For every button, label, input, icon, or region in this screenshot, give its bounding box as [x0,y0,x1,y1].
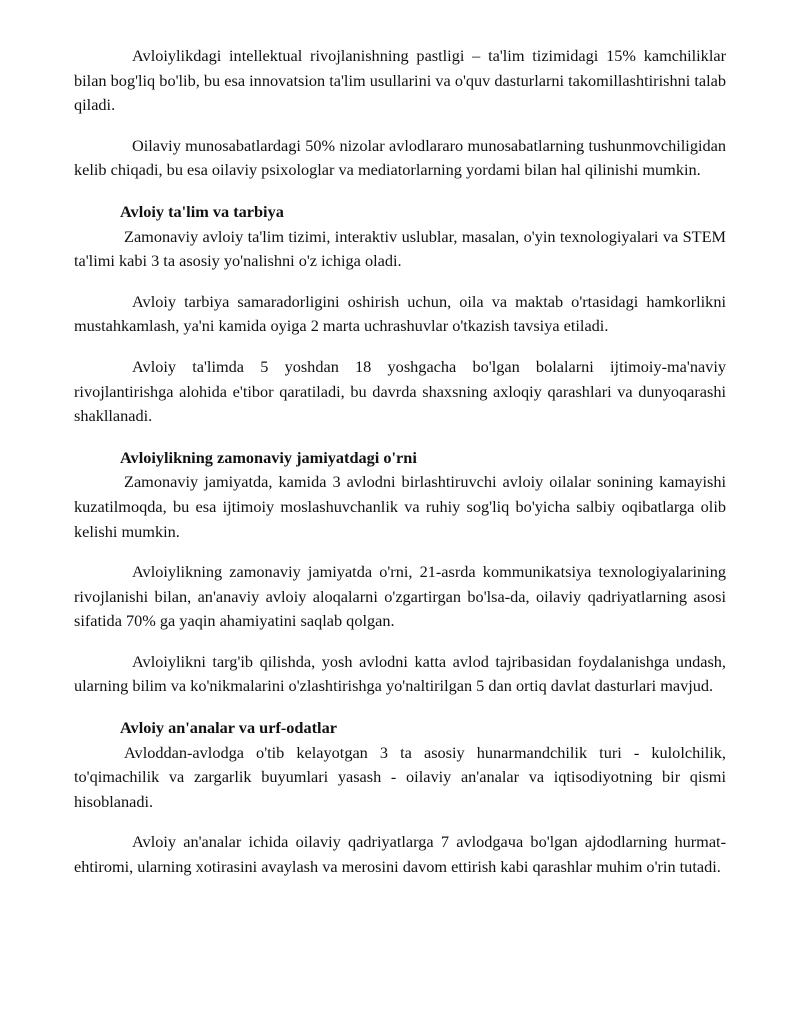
section-heading: Avloiy an'analar va urf-odatlar [120,718,337,738]
section-heading: Avloiy ta'lim va tarbiya [120,201,284,221]
paragraph: Avloiylikning zamonaviy jamiyatda o'rni, 21-asrda kommunikatsiya texnologiyalarining rivojlanishi bilan, an'anaviy avloiy aloqalarni o'zgartirgan bo'lsa-da, oilaviy qadriyatlarning asosi sifatida 70% ga yaqin ahamiyatini saqlab qolgan. [74,562,726,631]
paragraph: Avloiylikdagi intellektual rivojlanishning pastligi – ta'lim tizimidagi 15% kamchiliklar bilan bog'liq bo'lib, bu esa innovatsion ta'lim usullarini va o'quv dasturlarni takomillashtirishni talab qiladi. [74,46,726,115]
paragraph: Avloiy tarbiya samaradorligini oshirish uchun, oila va maktab o'rtasidagi hamkorlikni mustahkamlash, ya'ni kamida oyiga 2 marta uchrashuvlar o'tkazish tavsiya etiladi. [74,291,726,336]
paragraph: Avloiy ta'limda 5 yoshdan 18 yoshgacha bo'lgan bolalarni ijtimoiy-ma'naviy rivojlantirishga alohida e'tibor qaratiladi, bu davrda shaxsning axloqiy qarashlari va dunyoqarashi shakllanadi. [74,356,726,426]
paragraph: Avloiy an'analar ichida oilaviy qadriyatlarga 7 avlodgaча bo'lgan ajdodlarning hurmat-ehtiromi, ularning xotirasini avaylash va merosini davom ettirish kabi qarashlar muhim o'rin tutadi. [74,832,726,877]
paragraph: Zamonaviy jamiyatda, kamida 3 avlodni birlashtiruvchi avloiy oilalar sonining kamayishi kuzatilmoqda, bu esa ijtimoiy moslashuvchanlik va ruhiy sog'liq bo'yicha salbiy oqibatlarga olib kelishi mumkin. [74,472,726,541]
paragraph: Oilaviy munosabatlardagi 50% nizolar avlodlararo munosabatlarning tushunmovchiligidan kelib chiqadi, bu esa oilaviy psixologlar va mediatorlarning yordami bilan hal qilinishi mumkin. [74,135,726,180]
paragraph: Zamonaviy avloiy ta'lim tizimi, interaktiv uslublar, masalan, o'yin texnologiyalari va STEM ta'limi kabi 3 ta asosiy yo'nalishni o'z ichiga oladi. [74,226,726,271]
document-page [74,44,726,880]
paragraph: Avloiylikni targ'ib qilishda, yosh avlodni katta avlod tajribasidan foydalanishga undash, ularning bilim va ko'nikmalarini o'zlashtirishga yo'naltirilgan 5 dan ortiq davlat dasturlari mavjud. [74,651,726,696]
paragraph: Avloddan-avlodga o'tib kelayotgan 3 ta asosiy hunarmandchilik turi - kulolchilik, to'qimachilik va zargarlik buyumlari yasash - oilaviy an'analar va iqtisodiyotning bir qismi hisoblanadi. [74,742,726,811]
section-heading: Avloiylikning zamonaviy jamiyatdagi o'rni [120,447,417,467]
